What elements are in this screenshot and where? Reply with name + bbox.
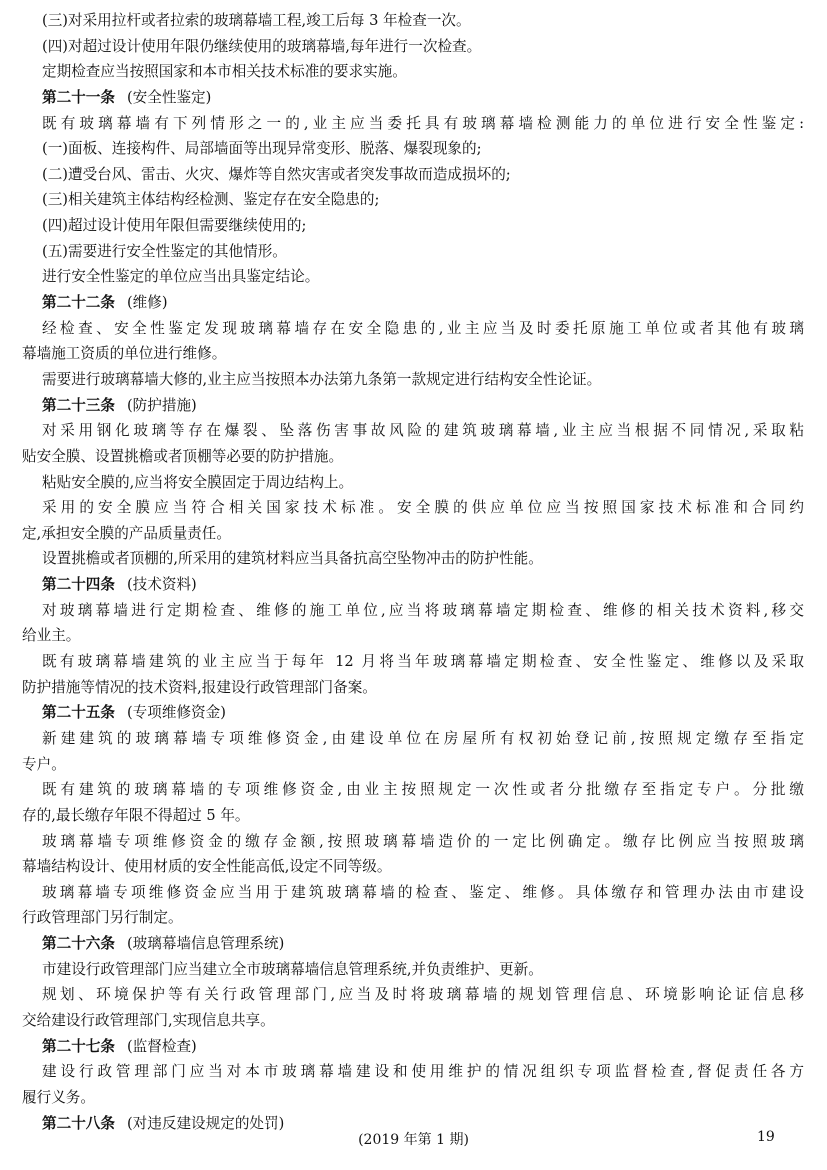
article-heading — [22, 85, 804, 111]
article-number: 第二十二条 — [42, 294, 115, 312]
article-heading — [22, 931, 804, 957]
article-number: 第二十三条 — [42, 396, 115, 414]
article-heading — [22, 572, 804, 598]
article-number: 第二十四条 — [42, 576, 115, 594]
paragraph-line: 行政管理部门另行制定。 — [22, 909, 183, 927]
paragraph-line: (五)需要进行安全性鉴定的其他情形。 — [42, 242, 287, 260]
paragraph-line: 定,承担安全膜的产品质量责任。 — [22, 524, 231, 542]
paragraph-line: 定期检查应当按照国家和本市相关技术标准的要求实施。 — [42, 63, 407, 81]
article-heading — [22, 290, 804, 316]
paragraph-line: 玻璃幕墙专项维修资金的缴存金额,按照玻璃幕墙造价的一定比例确定。缴存比例应当按照玻璃 — [42, 832, 804, 850]
paragraph-line: 给业主。 — [22, 627, 81, 645]
article-subject: (玻璃幕墙信息管理系统) — [126, 935, 285, 953]
paragraph-line: 经检查、安全性鉴定发现玻璃幕墙存在安全隐患的,业主应当及时委托原施工单位或者其他有玻璃 — [42, 319, 804, 337]
paragraph-line: 专户。 — [22, 755, 66, 773]
paragraph-line: 贴安全膜、设置挑檐或者顶棚等必要的防护措施。 — [22, 447, 344, 465]
article-number: 第二十一条 — [42, 88, 115, 106]
paragraph-line: 幕墙施工资质的单位进行维修。 — [22, 345, 227, 363]
issue-label: (2019 年第 1 期) — [358, 1132, 469, 1148]
paragraph-line: (四)超过设计使用年限但需要继续使用的; — [42, 217, 307, 235]
paragraph-line: 采用的安全膜应当符合相关国家技术标准。安全膜的供应单位应当按照国家技术标准和合同约 — [42, 499, 804, 517]
paragraph-line: 规划、环境保护等有关行政管理部门,应当及时将玻璃幕墙的规划管理信息、环境影响论证信息移 — [42, 986, 804, 1004]
article-heading — [22, 1034, 804, 1060]
paragraph-line: 建设行政管理部门应当对本市玻璃幕墙建设和使用维护的情况组织专项监督检查,督促责任各方 — [42, 1063, 804, 1081]
paragraph-line: 对采用钢化玻璃等存在爆裂、坠落伤害事故风险的建筑玻璃幕墙,业主应当根据不同情况,采取粘 — [42, 422, 804, 440]
paragraph-line: 需要进行玻璃幕墙大修的,业主应当按照本办法第九条第一款规定进行结构安全性论证。 — [42, 370, 602, 388]
article-number: 第二十六条 — [42, 935, 115, 953]
paragraph-line: 对玻璃幕墙进行定期检查、维修的施工单位,应当将玻璃幕墙定期检查、维修的相关技术资料,移交 — [42, 601, 804, 619]
article-heading — [22, 393, 804, 419]
paragraph-line: 设置挑檐或者顶棚的,所采用的建筑材料应当具备抗高空坠物冲击的防护性能。 — [42, 550, 543, 568]
body-text — [22, 8, 804, 1136]
paragraph-line: 交给建设行政管理部门,实现信息共享。 — [22, 1011, 275, 1029]
paragraph-line: 玻璃幕墙专项维修资金应当用于建筑玻璃幕墙的检查、鉴定、维修。具体缴存和管理办法由市建设 — [42, 883, 804, 901]
paragraph-line: 既有玻璃幕墙有下列情形之一的,业主应当委托具有玻璃幕墙检测能力的单位进行安全性鉴定: — [42, 114, 804, 132]
paragraph-line: 存的,最长缴存年限不得超过 5 年。 — [22, 806, 250, 824]
paragraph-line: 市建设行政管理部门应当建立全市玻璃幕墙信息管理系统,并负责维护、更新。 — [42, 960, 543, 978]
article-subject: (技术资料) — [126, 576, 197, 594]
article-number: 第二十八条 — [42, 1114, 115, 1132]
paragraph-line: 粘贴安全膜的,应当将安全膜固定于周边结构上。 — [42, 473, 354, 491]
paragraph-line: (四)对超过设计使用年限仍继续使用的玻璃幕墙,每年进行一次检查。 — [42, 37, 482, 55]
article-heading — [22, 700, 804, 726]
paragraph-line: 既有玻璃幕墙建筑的业主应当于每年 12 月将当年玻璃幕墙定期检查、安全性鉴定、维修以及采取 — [42, 653, 804, 671]
paragraph-line: (一)面板、连接构件、局部墙面等出现异常变形、脱落、爆裂现象的; — [42, 140, 482, 158]
article-subject: (维修) — [126, 294, 168, 312]
paragraph-line: 新建建筑的玻璃幕墙专项维修资金,由建设单位在房屋所有权初始登记前,按照规定缴存至指定 — [42, 729, 804, 747]
article-subject: (防护措施) — [126, 396, 197, 414]
paragraph-line: (三)对采用拉杆或者拉索的玻璃幕墙工程,竣工后每 3 年检查一次。 — [42, 12, 471, 29]
article-subject: (安全性鉴定) — [126, 88, 212, 106]
page-number: 19 — [757, 1129, 775, 1145]
paragraph-line: (二)遭受台风、雷击、火灾、爆炸等自然灾害或者突发事故而造成损坏的; — [42, 165, 511, 183]
paragraph-line: (三)相关建筑主体结构经检测、鉴定存在安全隐患的; — [42, 191, 380, 209]
article-subject: (专项维修资金) — [126, 704, 226, 722]
paragraph-line: 进行安全性鉴定的单位应当出具鉴定结论。 — [42, 268, 320, 286]
paragraph-line: 幕墙结构设计、使用材质的安全性能高低,设定不同等级。 — [22, 858, 392, 876]
paragraph-line: 既有建筑的玻璃幕墙的专项维修资金,由业主按照规定一次性或者分批缴存至指定专户。分批缴 — [42, 781, 804, 799]
paragraph-line: 履行义务。 — [22, 1088, 95, 1106]
paragraph-line: 防护措施等情况的技术资料,报建设行政管理部门备案。 — [22, 678, 377, 696]
article-number: 第二十五条 — [42, 704, 115, 722]
article-subject: (对违反建设规定的处罚) — [126, 1114, 285, 1132]
article-number: 第二十七条 — [42, 1037, 115, 1055]
article-subject: (监督检查) — [126, 1037, 197, 1055]
